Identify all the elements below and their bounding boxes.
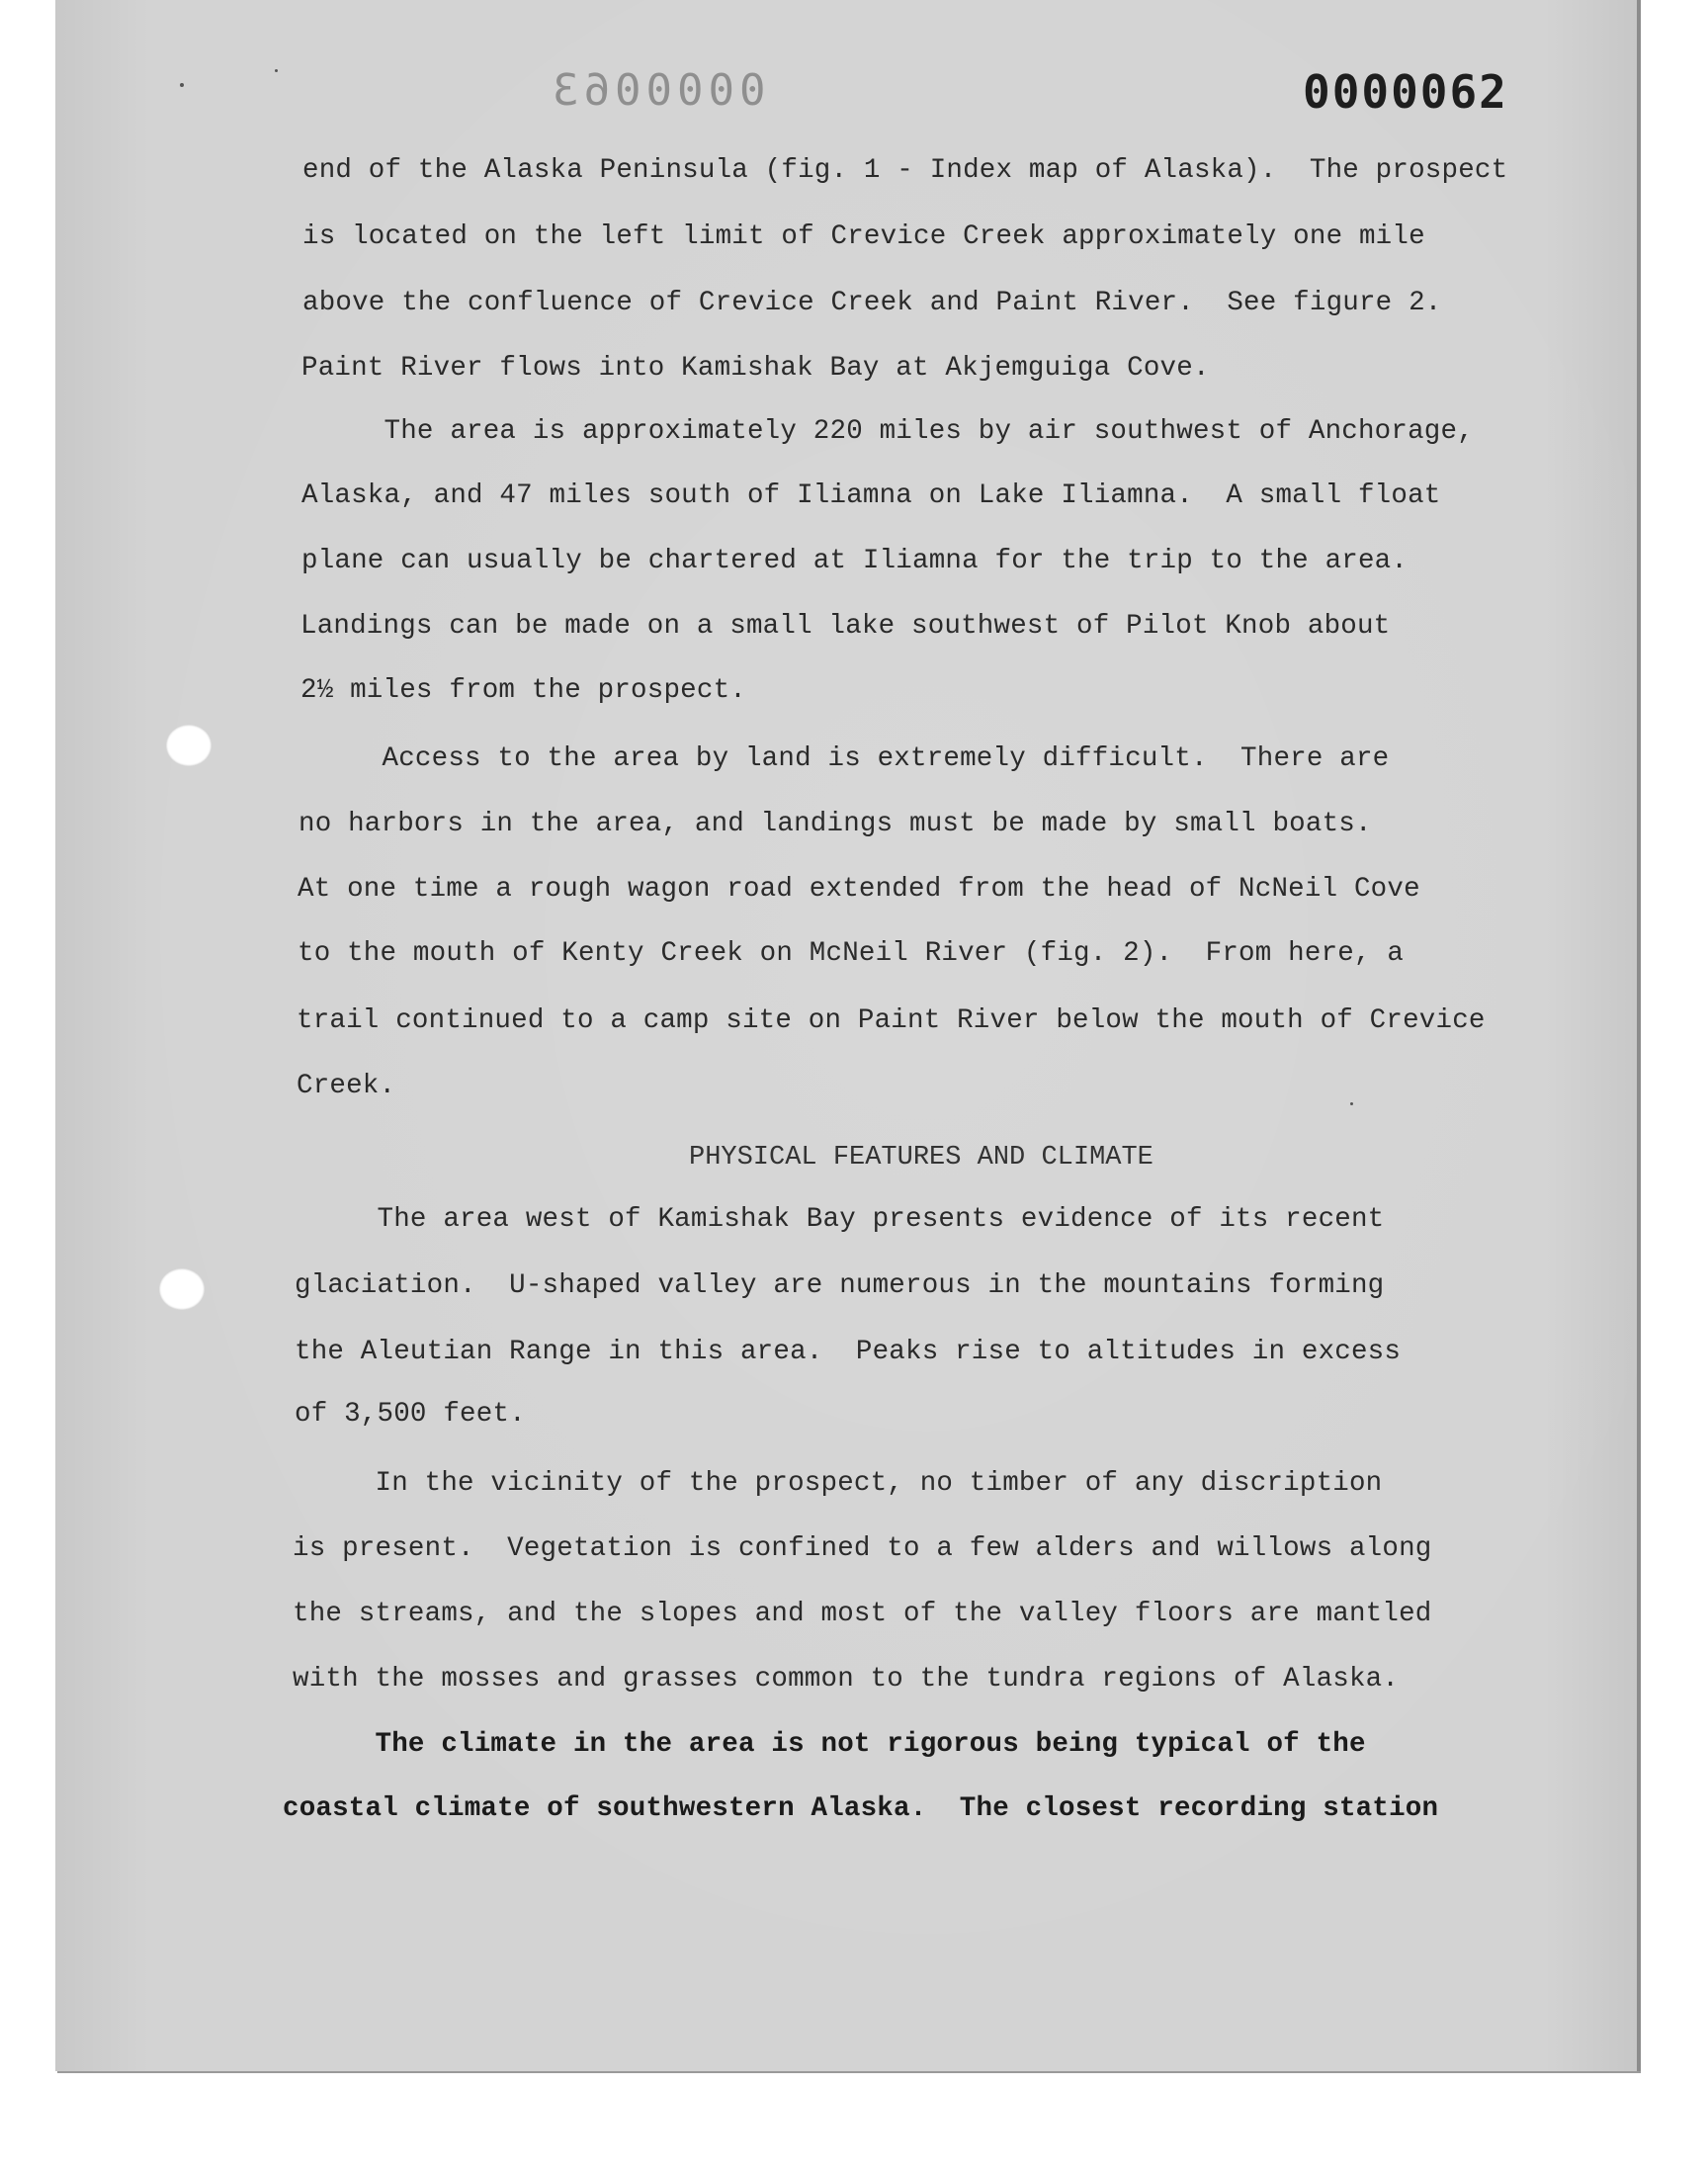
text-line: coastal climate of southwestern Alaska. The closest recording station	[283, 1793, 1439, 1824]
text-line: Paint River flows into Kamishak Bay at Akjemguiga Cove.	[301, 353, 1210, 384]
text-line: At one time a rough wagon road extended from the head of NcNeil Cove	[298, 874, 1420, 905]
document-body	[55, 0, 1637, 2071]
text-line: The climate in the area is not rigorous being typical of the	[293, 1729, 1366, 1760]
text-line: 2½ miles from the prospect.	[300, 675, 746, 706]
text-line: trail continued to a camp site on Paint River below the mouth of Crevice	[297, 1005, 1486, 1036]
section-heading: PHYSICAL FEATURES AND CLIMATE	[689, 1143, 1153, 1173]
document-page	[55, 0, 1639, 2071]
text-line: The area is approximately 220 miles by air southwest of Anchorage,	[301, 416, 1474, 447]
text-line: Creek.	[297, 1071, 396, 1101]
text-line: plane can usually be chartered at Iliamna for the trip to the area.	[301, 546, 1409, 576]
text-line: the streams, and the slopes and most of the valley floors are mantled	[293, 1599, 1432, 1629]
text-line: no harbors in the area, and landings must be made by small boats.	[299, 809, 1372, 839]
text-line: In the vicinity of the prospect, no timber of any discription	[293, 1468, 1383, 1499]
text-line: Landings can be made on a small lake southwest of Pilot Knob about	[300, 611, 1391, 642]
page-edge-shadow	[1637, 0, 1641, 2071]
text-line: is present. Vegetation is confined to a few alders and willows along	[293, 1533, 1432, 1564]
bleed-through-stamp: 0000063	[548, 65, 766, 116]
page-number-stamp: 0000062	[1303, 65, 1508, 119]
text-line: The area west of Kamishak Bay presents evidence of its recent	[295, 1204, 1385, 1235]
text-line: end of the Alaska Peninsula (fig. 1 - Index map of Alaska). The prospect	[302, 155, 1508, 186]
text-line: with the mosses and grasses common to the tundra regions of Alaska.	[293, 1664, 1400, 1695]
text-line: the Aleutian Range in this area. Peaks rise to altitudes in excess	[295, 1337, 1402, 1367]
text-line: above the confluence of Crevice Creek and Paint River. See figure 2.	[302, 288, 1442, 318]
text-line: Alaska, and 47 miles south of Iliamna on Lake Iliamna. A small float	[301, 480, 1441, 511]
text-line: is located on the left limit of Crevice Creek approximately one mile	[302, 221, 1425, 252]
text-line: of 3,500 feet.	[295, 1399, 526, 1430]
text-line: Access to the area by land is extremely difficult. There are	[299, 743, 1390, 774]
text-line: to the mouth of Kenty Creek on McNeil River (fig. 2). From here, a	[298, 938, 1405, 969]
text-line: glaciation. U-shaped valley are numerous in the mountains forming	[295, 1270, 1385, 1301]
